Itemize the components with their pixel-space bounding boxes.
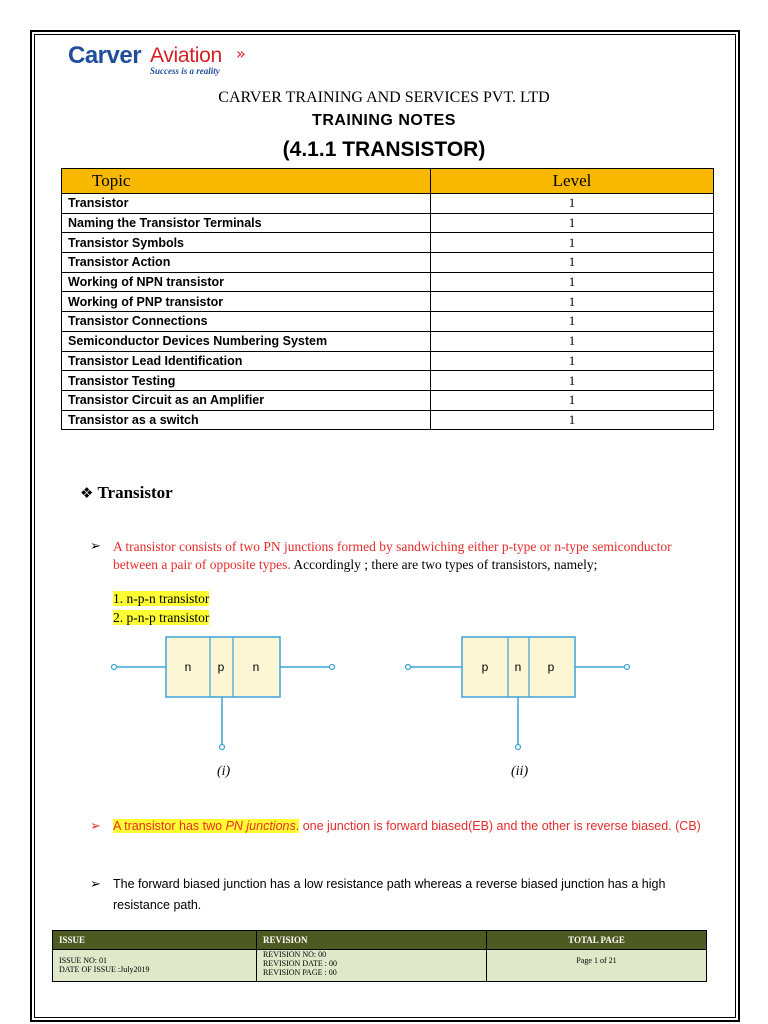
section-heading [80,483,173,503]
arrow-bullet-icon: ➢ [90,877,101,892]
logo-carver-text: Carver [68,42,142,69]
footer-table [52,930,707,982]
level-cell: 1 [431,331,714,351]
document-title: (4.1.1 TRANSISTOR) [282,138,486,161]
pnp-base-terminal [516,745,521,750]
topic-cell: Transistor Testing [62,371,431,391]
arrow-bullet-icon: ➢ [90,819,101,834]
pnp-left-terminal [406,665,411,670]
paragraph-resistance-path: The forward biased junction has a low resistance path whereas a reverse biased junction has a high resistance path. [113,877,666,912]
level-cell: 1 [431,233,714,253]
topics-table [61,168,714,430]
level-cell: 1 [431,292,714,312]
logo-tagline: Success is a reality [150,66,220,76]
caption-pnp: (ii) [511,764,529,779]
pnp-right-terminal [625,665,630,670]
npn-label-n2: n [252,660,260,674]
pn-highlight-end: . [295,819,300,833]
topic-cell: Transistor as a switch [62,410,431,430]
footer-issue-cell [53,950,257,982]
table-header-row [62,169,714,194]
footer-total-page-cell [487,950,707,982]
issue-number: ISSUE NO: 01 [59,956,108,965]
table-row [62,371,714,391]
level-cell: 1 [431,272,714,292]
list-item-pnp: 2. p-n-p transistor [113,610,210,625]
topic-cell: Working of PNP transistor [62,292,431,312]
pn-highlight [113,819,299,833]
level-cell: 1 [431,312,714,332]
company-logo [68,42,268,82]
company-name: CARVER TRAINING AND SERVICES PVT. LTD [218,89,550,106]
npn-right-terminal [330,665,335,670]
pnp-label-n: n [514,660,522,674]
list-item [113,591,209,607]
table-row [62,272,714,292]
pn-junction-rest: one junction is forward biased(EB) and the other is reverse biased. (CB) [299,819,701,833]
topic-cell: Working of NPN transistor [62,272,431,292]
npn-base-terminal [220,745,225,750]
table-row [62,410,714,430]
level-cell: 1 [431,213,714,233]
diamond-bullet-icon: ❖ [80,484,94,502]
table-row [62,233,714,253]
topic-cell: Transistor Connections [62,312,431,332]
pnp-label-p1: p [481,660,489,674]
footer-header-total-page: TOTAL PAGE [487,931,707,950]
table-row [62,213,714,233]
topic-cell: Transistor Circuit as an Amplifier [62,390,431,410]
pnp-label-p2: p [547,660,555,674]
table-row [62,253,714,273]
paragraph-pn-junctions [113,816,703,837]
topic-cell: Naming the Transistor Terminals [62,213,431,233]
table-row [62,331,714,351]
list-item [113,610,209,626]
footer-data-row [53,950,707,982]
revision-page: REVISION PAGE : 00 [263,968,337,977]
topic-cell: Semiconductor Devices Numbering System [62,331,431,351]
table-row [62,312,714,332]
section-heading-text: Transistor [97,483,173,502]
table-row [62,390,714,410]
pn-highlight-text: A transistor has two [113,819,226,833]
topic-cell: Transistor [62,194,431,214]
pn-highlight-italic: PN junctions [225,819,296,833]
definition-red-text: A transistor consists of two PN junctions formed by sandwiching either p-type or n-type semiconductor between a pair of opposite types. [113,539,672,572]
header-level: Level [431,169,714,194]
npn-transistor-symbol [112,637,335,750]
paragraph-transistor-definition [113,538,703,574]
level-cell: 1 [431,351,714,371]
npn-label-p: p [217,660,225,674]
list-item-npn: 1. n-p-n transistor [113,591,210,606]
logo-aviation-text: Aviation [150,44,222,67]
level-cell: 1 [431,390,714,410]
level-cell: 1 [431,410,714,430]
topic-cell: Transistor Lead Identification [62,351,431,371]
total-page-value: Page 1 of 21 [576,956,617,965]
level-cell: 1 [431,371,714,391]
revision-number: REVISION NO: 00 [263,950,327,959]
table-row [62,292,714,312]
table-row [62,351,714,371]
level-cell: 1 [431,194,714,214]
arrow-bullet-icon: ➢ [90,539,101,554]
footer-revision-cell [257,950,487,982]
footer-header-row [53,931,707,950]
caption-npn: (i) [217,764,231,779]
revision-date: REVISION DATE : 00 [263,959,337,968]
header-topic: Topic [62,169,431,194]
notes-title: TRAINING NOTES [312,112,456,129]
npn-left-terminal [112,665,117,670]
transistor-diagram [100,632,660,792]
npn-label-n1: n [184,660,192,674]
logo-arrows-icon: » [236,44,246,63]
footer-header-revision: REVISION [257,931,487,950]
level-cell: 1 [431,253,714,273]
pnp-transistor-symbol [406,637,630,750]
definition-black-text: Accordingly ; there are two types of transistors, namely; [290,557,598,572]
table-row [62,194,714,214]
footer-header-issue: ISSUE [53,931,257,950]
issue-date: DATE OF ISSUE :July2019 [59,965,150,974]
topic-cell: Transistor Symbols [62,233,431,253]
topic-cell: Transistor Action [62,253,431,273]
